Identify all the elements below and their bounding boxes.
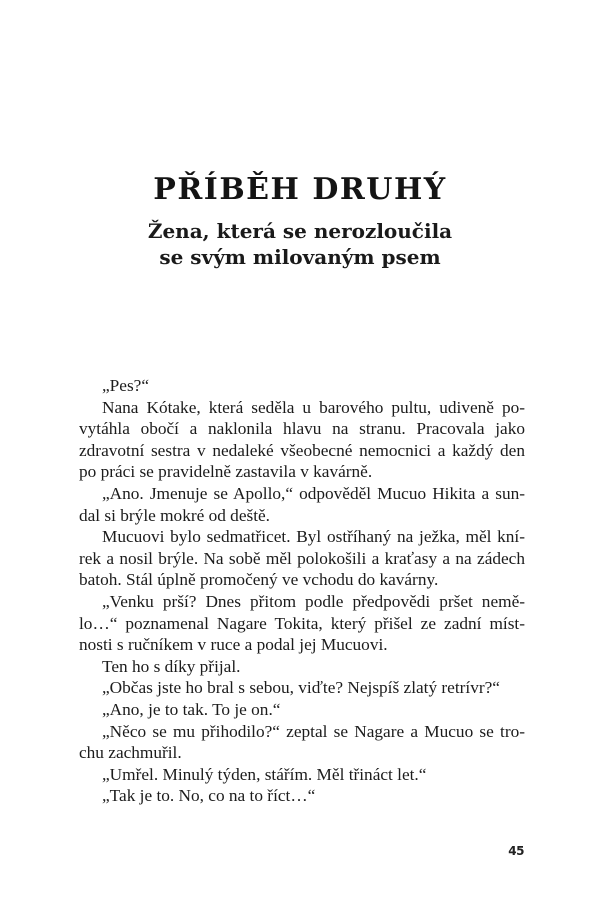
text-line: „Tak je to. No, co na to říct…“: [102, 786, 316, 806]
text-line: nosti s ručníkem v ruce a podal jej Mucuovi.: [79, 635, 388, 655]
chapter-subtitle: [0, 218, 600, 270]
text-line: Ten ho s díky přijal.: [102, 656, 241, 676]
text-line: vytáhla obočí a naklonila hlavu na stranu. Pracovala jako: [79, 419, 525, 439]
chapter-subtitle-line: Žena, která se nerozloučila: [147, 219, 453, 243]
text-line: chu zachmuřil.: [79, 743, 182, 763]
text-line: Nana Kótake, která seděla u barového pultu, udiveně po-: [102, 397, 525, 417]
text-line: dal si brýle mokré od deště.: [79, 505, 271, 525]
page-number: 45: [508, 844, 524, 858]
text-line: batoh. Stál úplně promočený ve vchodu do kavárny.: [79, 570, 439, 590]
text-line: „Pes?“: [102, 376, 150, 395]
text-line: Mucuovi bylo sedmatřicet. Byl ostříhaný na ježka, měl kní-: [102, 527, 525, 547]
text-line: po práci se pravidelně zastavila v kavárně.: [79, 462, 373, 482]
text-line: „Venku prší? Dnes přitom podle předpovědi pršet nemě-: [102, 591, 525, 611]
text-line: lo…“ poznamenal Nagare Tokita, který přišel ze zadní míst-: [79, 613, 525, 633]
text-line: „Ano, je to tak. To je on.“: [102, 699, 281, 719]
body-text: [79, 375, 525, 807]
chapter-subtitle-line: se svým milovaným psem: [159, 245, 441, 269]
text-line: rek a nosil brýle. Na sobě měl polokošili a kraťasy a na zádech: [79, 548, 525, 568]
text-line: „Něco se mu přihodilo?“ zeptal se Nagare a Mucuo se tro-: [102, 721, 525, 741]
text-line: „Ano. Jmenuje se Apollo,“ odpověděl Mucuo Hikita a sun-: [102, 483, 525, 503]
text-line: zdravotní sestra v nedaleké všeobecné nemocnici a každý den: [79, 440, 525, 460]
text-line: „Umřel. Minulý týden, stářím. Měl třináct let.“: [102, 764, 427, 784]
chapter-title: PŘÍBĚH DRUHÝ: [153, 172, 447, 207]
text-line: „Občas jste ho bral s sebou, viďte? Nejspíš zlatý retrívr?“: [102, 678, 500, 698]
